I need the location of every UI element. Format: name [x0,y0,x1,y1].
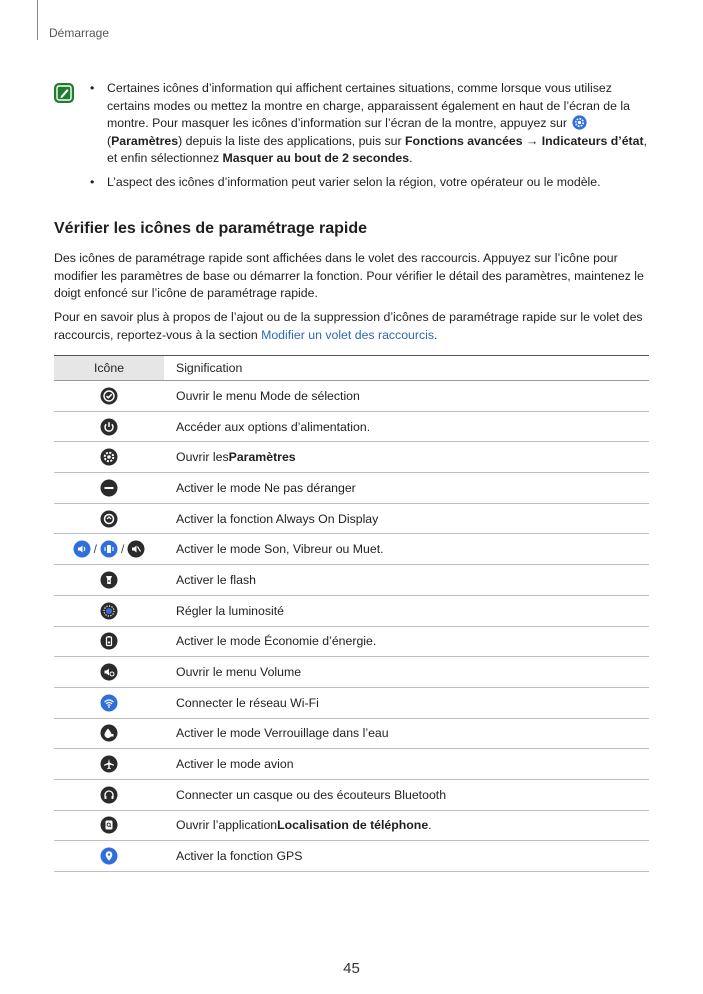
table-row [54,565,649,596]
note-pencil-icon [54,83,74,103]
note-block [90,80,650,197]
paragraph: Pour en savoir plus à propos de l’ajout ou de la suppression d’icônes de paramétrage rapide sur le volet des raccourcis, reportez-vous à la section Modifier un volet des raccourcis. [54,310,643,342]
bold-hide-option: Masquer au bout de 2 secondes [222,151,410,165]
table-row [54,841,649,872]
bullet: • [90,174,95,189]
bold-advanced-features: Fonctions avancées [405,133,523,148]
header-meaning-col: Signification [176,361,243,375]
table-row [54,534,649,565]
flashlight-icon [100,571,118,589]
settings-gear-icon [572,115,587,130]
header-icon-col: Icône [54,356,164,380]
note-text: Certaines icônes d’information qui affichent certaines situations, comme lorsque vous utilisez certains modes ou mettez la montre en charge, apparaissent également en haut de l’écran de la montre. Pour masquer les icônes d’information sur l’écran de la montre, appuyez sur [107,81,630,130]
table-row [54,780,649,811]
power-icon [100,418,118,436]
row-meaning: Activer le mode Ne pas déranger [176,480,356,495]
table-row [54,473,649,504]
airplane-icon [100,755,118,773]
note-item [90,174,650,192]
link-edit-shortcuts[interactable]: Modifier un volet des raccourcis [261,327,435,342]
row-meaning: Connecter un casque ou des écouteurs Bluetooth [176,787,447,802]
bold-status-indicators: Indicateurs d’état [541,133,644,148]
always-on-display-icon [100,510,118,528]
wifi-icon [100,694,118,712]
find-my-phone-icon [100,816,118,834]
page-number: 45 [343,960,360,977]
table-row [54,627,649,658]
row-meaning: Ouvrir les Paramètres [176,450,296,465]
row-meaning: Activer la fonction GPS [176,849,303,864]
quick-settings-table [54,355,649,872]
table-row [54,504,649,535]
row-meaning: Activer le mode Économie d’énergie. [176,634,377,649]
do-not-disturb-icon [100,479,118,497]
row-meaning: Ouvrir le menu Volume [176,665,302,680]
power-saving-icon [100,632,118,650]
bold-settings: Paramètres [111,133,179,148]
sound-icon [73,540,91,558]
slash: / [121,542,125,557]
row-meaning: Accéder aux options d’alimentation. [176,419,371,434]
note-text: L’aspect des icônes d’information peut varier selon la région, votre opérateur ou le modèle. [107,174,601,189]
section-title: Vérifier les icônes de paramétrage rapide [54,220,368,237]
table-header [54,355,649,381]
selection-mode-icon [100,387,118,405]
paragraph: Des icônes de paramétrage rapide sont affichées dans le volet des raccourcis. Appuyez sur l’icône pour modifier les paramètres de base ou démarrer la fonction. Pour vérifier le détail des paramètres, maintenez le doigt enfoncé sur l’icône de paramétrage rapide. [54,251,644,300]
row-meaning: Connecter le réseau Wi-Fi [176,695,319,710]
row-meaning: Activer le mode avion [176,757,294,772]
slash: / [93,542,97,557]
gps-location-icon [100,847,118,865]
mute-icon [127,540,145,558]
row-meaning: Régler la luminosité [176,603,284,618]
bluetooth-headphones-icon [100,786,118,804]
header-rule [37,0,38,40]
row-meaning: Ouvrir l’application Localisation de téléphone . [176,818,432,833]
row-meaning: Ouvrir le menu Mode de sélection [176,388,360,403]
table-row [54,596,649,627]
table-row [54,749,649,780]
row-meaning: Activer le mode Verrouillage dans l’eau [176,726,389,741]
vibrate-icon [100,540,118,558]
table-row [54,442,649,473]
brightness-icon [100,602,118,620]
row-meaning: Activer le flash [176,572,256,587]
table-row [54,657,649,688]
header-title: Démarrage [49,26,110,40]
bullet: • [90,81,95,95]
table-row [54,719,649,750]
water-lock-icon [100,724,118,742]
settings-gear-icon [100,448,118,466]
table-row [54,688,649,719]
note-item: • Certaines icônes d’information qui affichent certaines situations, comme lorsque vous utilisez certains modes ou mettez la montre en charge, apparaissent également en haut de l’écran de la montre. Pour masquer les icônes d’information sur l’écran de la montre, appuyez sur (Paramètres) depuis la liste des applications, puis sur Fonctions avancées → Indicateurs d’état, et enfin sélectionnez Masquer au bout de 2 secondes. [90,81,647,165]
volume-icon [100,663,118,681]
row-meaning: Activer le mode Son, Vibreur ou Muet. [176,542,384,557]
table-row [54,811,649,842]
table-row [54,381,649,412]
row-meaning: Activer la fonction Always On Display [176,511,379,526]
table-row [54,412,649,443]
